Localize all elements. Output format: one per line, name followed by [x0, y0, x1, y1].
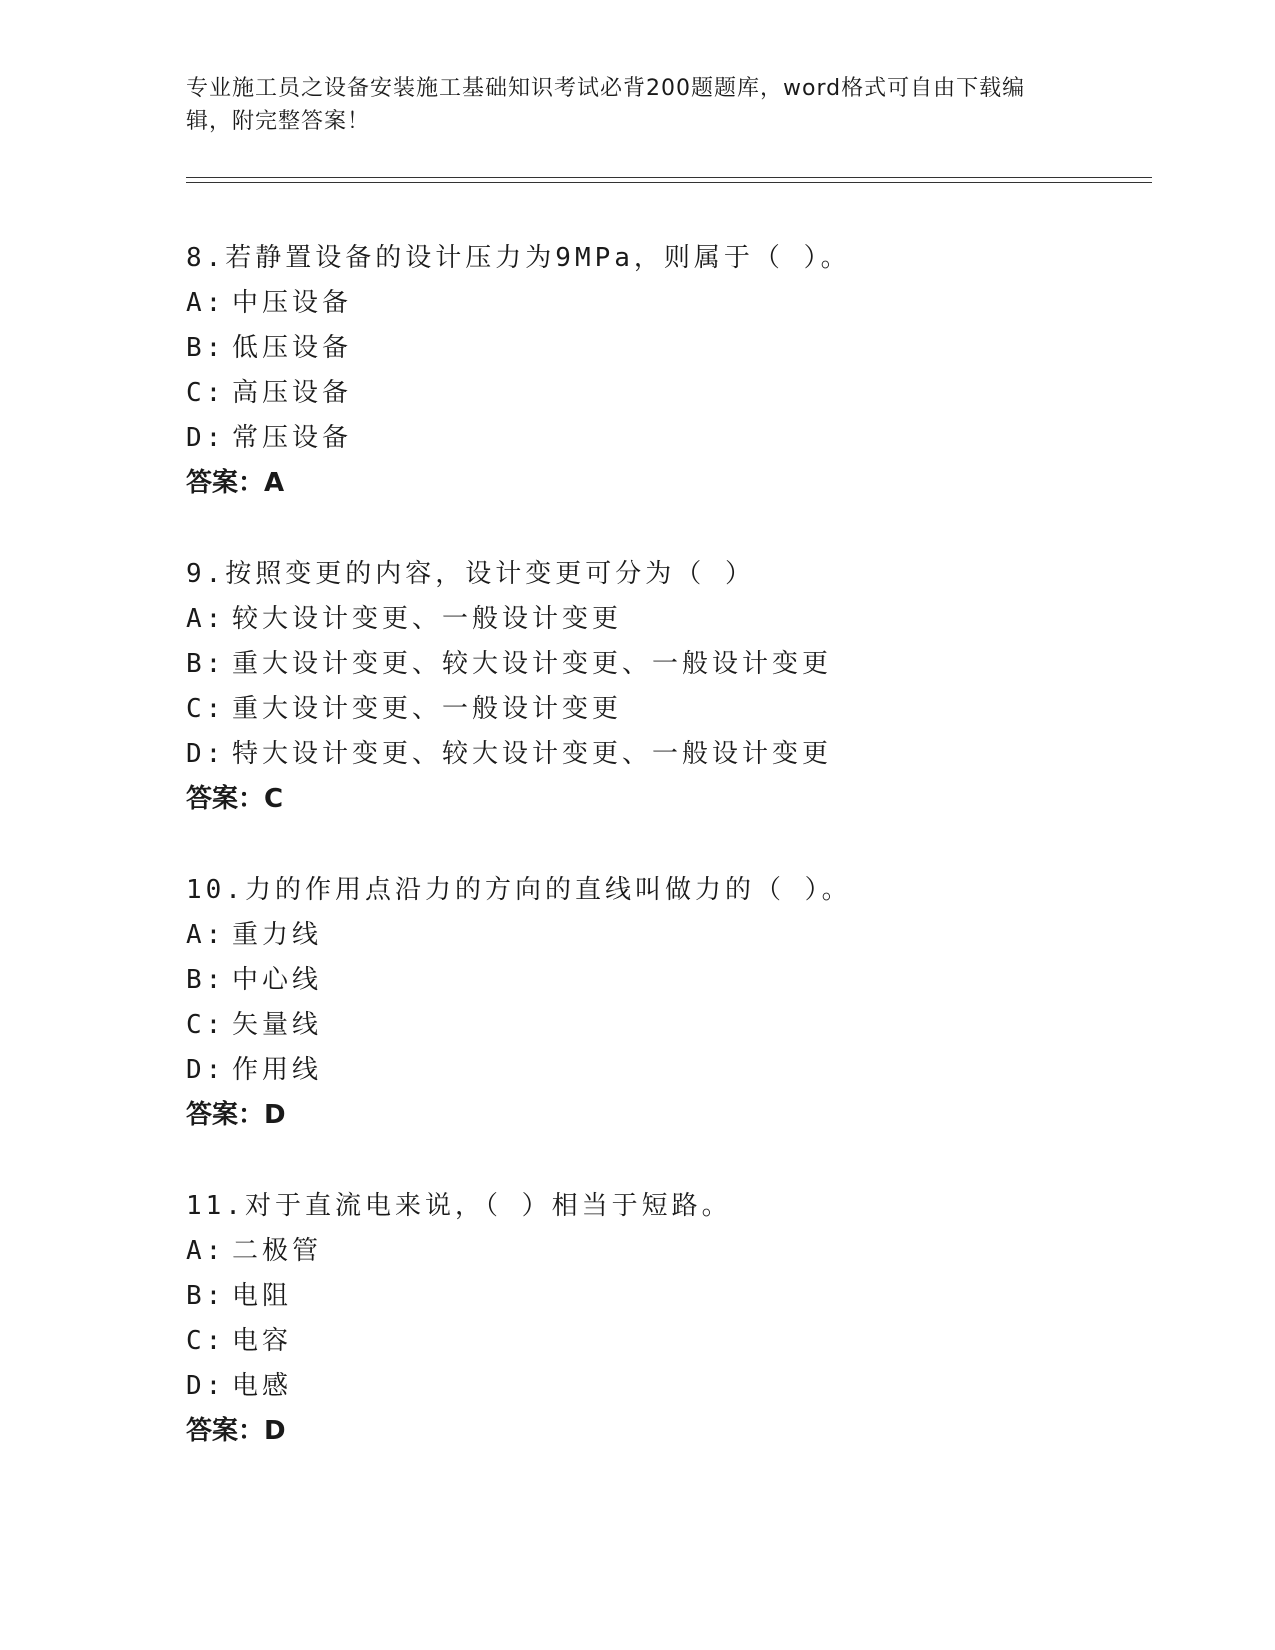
option-d: [186, 1364, 1086, 1409]
option-letter: D:: [186, 423, 226, 453]
option-letter: C:: [186, 378, 226, 408]
option-b: [186, 1274, 1086, 1319]
option-letter: C:: [186, 1010, 226, 1040]
option-d: [186, 416, 1086, 461]
option-letter: B:: [186, 649, 226, 679]
option-c: [186, 1319, 1086, 1364]
option-d: [186, 1048, 1086, 1093]
option-letter: D:: [186, 1055, 226, 1085]
answer-label: 答案：C: [186, 784, 284, 814]
question-title: 10.力的作用点沿力的方向的直线叫做力的（ ）。: [186, 875, 852, 905]
header-rule-top: [186, 177, 1152, 178]
option-letter: D:: [186, 739, 226, 769]
question-8: [186, 236, 1086, 506]
answer-label: 答案：A: [186, 468, 285, 498]
option-letter: A:: [186, 604, 226, 634]
question-title: 9.按照变更的内容，设计变更可分为（ ）: [186, 559, 755, 589]
option-text: 常压设备: [232, 423, 353, 453]
option-letter: A:: [186, 1236, 226, 1266]
question-10: [186, 868, 1086, 1138]
option-text: 电感: [232, 1371, 293, 1401]
option-text: 重大设计变更、较大设计变更、一般设计变更: [232, 649, 833, 679]
option-text: 中心线: [232, 965, 323, 995]
option-a: [186, 913, 1086, 958]
option-text: 作用线: [232, 1055, 323, 1085]
option-text: 特大设计变更、较大设计变更、一般设计变更: [232, 739, 833, 769]
option-letter: B:: [186, 333, 226, 363]
document-header: 专业施工员之设备安装施工基础知识考试必背200题题库，word格式可自由下载编辑，附完整答案！: [186, 76, 1026, 134]
option-c: [186, 1003, 1086, 1048]
option-text: 电阻: [232, 1281, 293, 1311]
option-letter: A:: [186, 288, 226, 318]
option-b: [186, 642, 1086, 687]
option-letter: B:: [186, 1281, 226, 1311]
option-text: 较大设计变更、一般设计变更: [232, 604, 623, 634]
option-text: 电容: [232, 1326, 293, 1356]
option-text: 高压设备: [232, 378, 353, 408]
question-title: 11.对于直流电来说，（ ）相当于短路。: [186, 1191, 732, 1221]
option-a: [186, 1229, 1086, 1274]
option-letter: C:: [186, 1326, 226, 1356]
option-c: [186, 371, 1086, 416]
option-text: 重大设计变更、一般设计变更: [232, 694, 623, 724]
option-text: 中压设备: [232, 288, 353, 318]
option-b: [186, 326, 1086, 371]
option-b: [186, 958, 1086, 1003]
option-d: [186, 732, 1086, 777]
option-a: [186, 281, 1086, 326]
question-11: [186, 1184, 1086, 1454]
option-text: 矢量线: [232, 1010, 323, 1040]
option-letter: B:: [186, 965, 226, 995]
option-c: [186, 687, 1086, 732]
question-9: [186, 552, 1086, 822]
option-letter: D:: [186, 1371, 226, 1401]
header-rule-bottom: [186, 182, 1152, 183]
option-text: 重力线: [232, 920, 323, 950]
answer-label: 答案：D: [186, 1100, 286, 1130]
option-text: 低压设备: [232, 333, 353, 363]
option-letter: A:: [186, 920, 226, 950]
option-letter: C:: [186, 694, 226, 724]
question-title: 8.若静置设备的设计压力为9MPa，则属于（ ）。: [186, 243, 851, 273]
option-a: [186, 597, 1086, 642]
option-text: 二极管: [232, 1236, 323, 1266]
answer-label: 答案：D: [186, 1416, 286, 1446]
